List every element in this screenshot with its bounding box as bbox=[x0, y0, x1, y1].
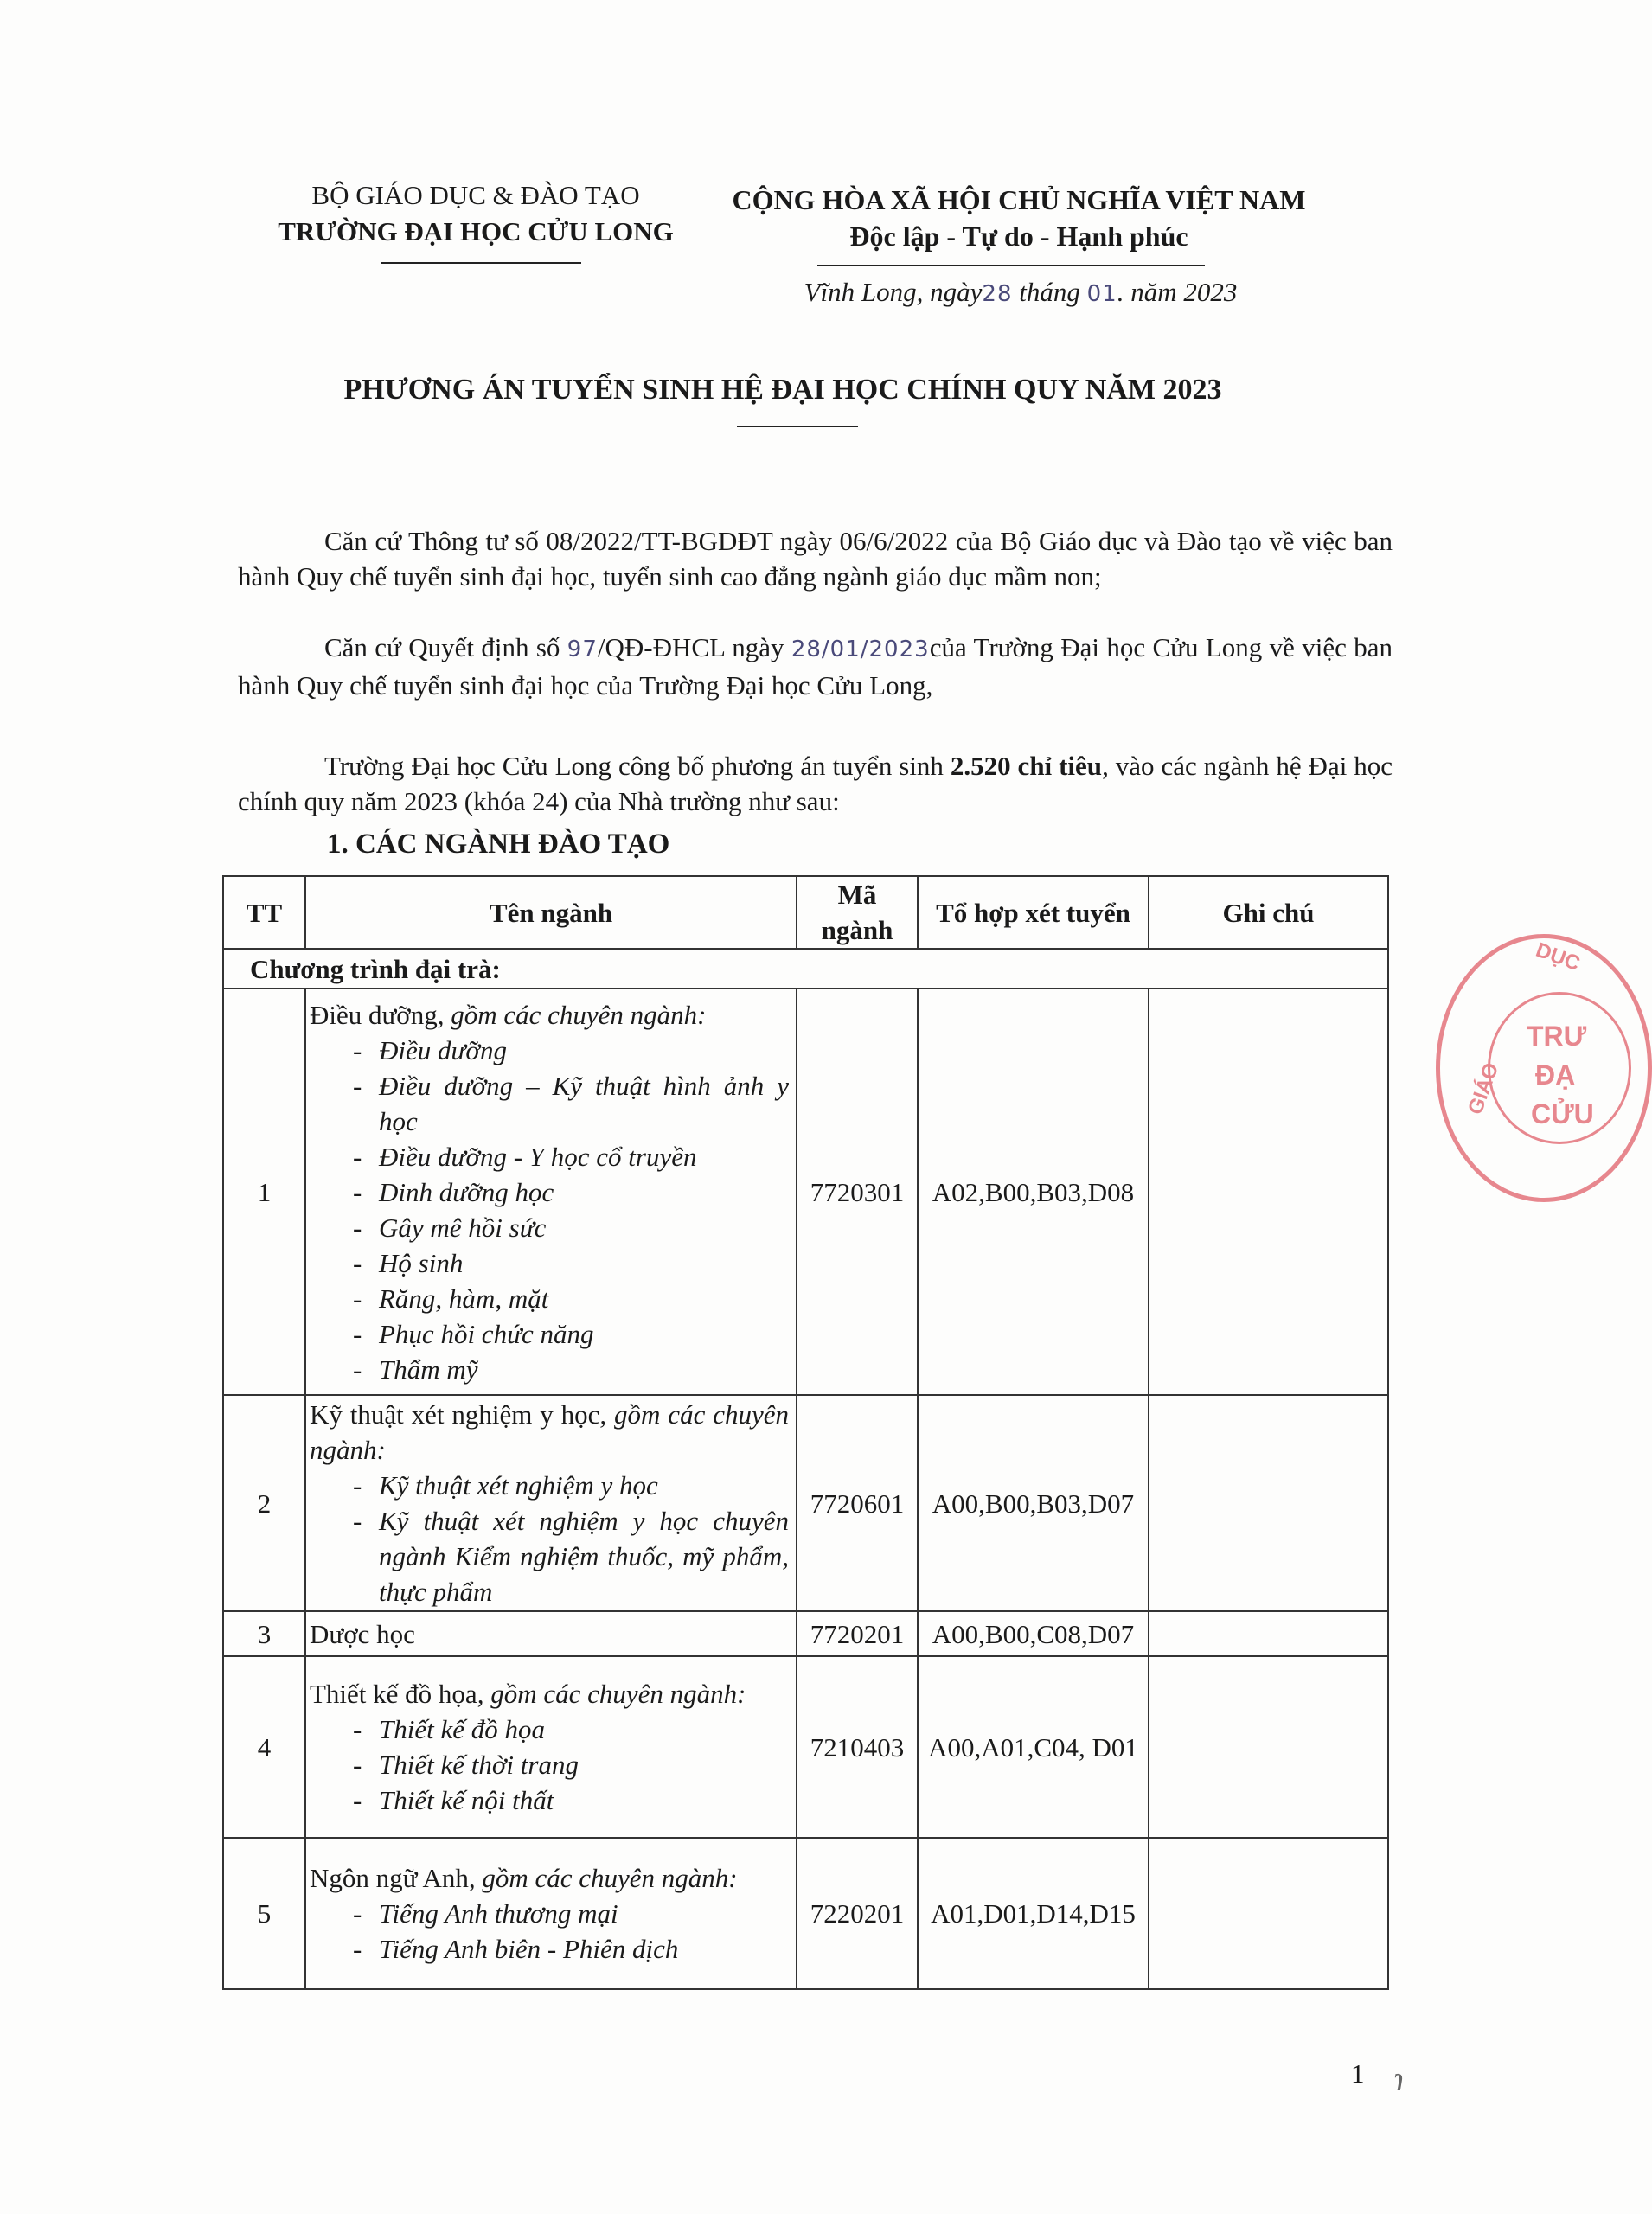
specialization-item: - Hộ sinh bbox=[353, 1245, 789, 1281]
specialization-item: - Điều dưỡng bbox=[353, 1033, 789, 1068]
specialization-list bbox=[310, 1468, 789, 1609]
stamp-text-2: DỤC bbox=[1533, 937, 1584, 976]
decision-number-handwritten: 97 bbox=[567, 637, 598, 662]
date-day-handwritten: 28 bbox=[982, 281, 1013, 307]
stamp-text-1: GIÁO bbox=[1463, 1059, 1504, 1118]
major-name: Kỹ thuật xét nghiệm y học bbox=[310, 1399, 600, 1430]
row-tt: 5 bbox=[223, 1838, 305, 1989]
specialization-item: - Phục hồi chức năng bbox=[353, 1316, 789, 1352]
row-combination: A01,D01,D14,D15 bbox=[918, 1838, 1149, 1989]
specialization-item: - Kỹ thuật xét nghiệm y học chuyên ngành Kiểm nghiệm thuốc, mỹ phẩm, thực phẩm bbox=[353, 1503, 789, 1609]
group-row bbox=[223, 949, 1388, 989]
specialization-item: - Tiếng Anh biên - Phiên dịch bbox=[353, 1931, 789, 1967]
major-intro: , gồm các chuyên ngành: bbox=[468, 1863, 738, 1893]
table-row bbox=[223, 1656, 1388, 1838]
specialization-item: - Thẩm mỹ bbox=[353, 1352, 789, 1387]
date-month-handwritten: 01 bbox=[1086, 281, 1117, 307]
majors-table bbox=[222, 875, 1389, 1990]
header-left-underline bbox=[381, 262, 581, 264]
row-major-code: 7720301 bbox=[797, 989, 918, 1395]
section-title: 1. CÁC NGÀNH ĐÀO TẠO bbox=[327, 829, 670, 860]
major-name: Thiết kế đồ họa bbox=[310, 1679, 477, 1709]
header-major-name: Tên ngành bbox=[305, 876, 797, 949]
row-major-name bbox=[305, 989, 797, 1395]
row-combination: A02,B00,B03,D08 bbox=[918, 989, 1149, 1395]
specialization-item: - Kỹ thuật xét nghiệm y học bbox=[353, 1468, 789, 1503]
row-combination: A00,B00,C08,D07 bbox=[918, 1611, 1149, 1656]
row-note bbox=[1149, 1611, 1388, 1656]
specialization-item: - Thiết kế nội thất bbox=[353, 1782, 789, 1818]
table-row bbox=[223, 1395, 1388, 1611]
major-intro: , gồm các chuyên ngành: bbox=[437, 999, 707, 1030]
table-body bbox=[223, 949, 1388, 1989]
decision-date-handwritten: 28/01/2023 bbox=[791, 637, 930, 662]
row-major-name bbox=[305, 1656, 797, 1838]
header-combination: Tổ hợp xét tuyển bbox=[918, 876, 1149, 949]
table-row bbox=[223, 989, 1388, 1395]
quota-total: 2.520 chỉ tiêu bbox=[950, 751, 1103, 781]
document-title: PHƯƠNG ÁN TUYỂN SINH HỆ ĐẠI HỌC CHÍNH QUY NĂM 2023 bbox=[343, 374, 1222, 406]
row-major-name bbox=[305, 1611, 797, 1656]
stamp-text-5: CỬU bbox=[1531, 1098, 1594, 1129]
table-row bbox=[223, 1611, 1388, 1656]
specialization-item: - Tiếng Anh thương mại bbox=[353, 1896, 789, 1931]
specialization-item: - Thiết kế đồ họa bbox=[353, 1712, 789, 1747]
republic-name: CỘNG HÒA XÃ HỘI CHỦ NGHĨA VIỆT NAM bbox=[732, 184, 1306, 215]
paragraph-legal-basis-2: Căn cứ Quyết định số 97/QĐ-ĐHCL ngày 28/01/2023của Trường Đại học Cửu Long về việc ban hành Quy chế tuyển sinh đại học của Trường Đại học Cửu Long, bbox=[238, 632, 1393, 701]
major-name: Ngôn ngữ Anh bbox=[310, 1863, 469, 1893]
school-name: TRƯỜNG ĐẠI HỌC CỬU LONG bbox=[278, 216, 674, 246]
specialization-item: - Điều dưỡng - Y học cổ truyền bbox=[353, 1139, 789, 1174]
header-note: Ghi chú bbox=[1149, 876, 1388, 949]
row-tt: 2 bbox=[223, 1395, 305, 1611]
specialization-list bbox=[310, 1712, 789, 1818]
row-note bbox=[1149, 1395, 1388, 1611]
row-major-name bbox=[305, 1395, 797, 1611]
red-stamp bbox=[1436, 934, 1652, 1202]
table-header-row bbox=[223, 876, 1388, 949]
row-combination: A00,B00,B03,D07 bbox=[918, 1395, 1149, 1611]
row-note bbox=[1149, 1656, 1388, 1838]
stamp-text-3: TRƯ bbox=[1527, 1021, 1587, 1052]
row-tt: 3 bbox=[223, 1611, 305, 1656]
specialization-item: - Điều dưỡng – Kỹ thuật hình ảnh y học bbox=[353, 1068, 789, 1139]
row-major-code: 7720201 bbox=[797, 1611, 918, 1656]
major-intro: , gồm các chuyên ngành: bbox=[310, 1399, 789, 1465]
header-tt: TT bbox=[223, 876, 305, 949]
row-note bbox=[1149, 1838, 1388, 1989]
specialization-list bbox=[310, 1033, 789, 1387]
row-tt: 1 bbox=[223, 989, 305, 1395]
specialization-list bbox=[310, 1896, 789, 1967]
header-right bbox=[699, 182, 1339, 254]
title-underline bbox=[737, 426, 858, 427]
motto: Độc lập - Tự do - Hạnh phúc bbox=[849, 221, 1188, 252]
document-date: Vĩnh Long, ngày28 tháng 01. năm 2023 bbox=[804, 277, 1238, 307]
motto-underline bbox=[817, 265, 1205, 266]
page-number: 1 bbox=[1351, 2058, 1365, 2089]
row-major-code: 7720601 bbox=[797, 1395, 918, 1611]
row-note bbox=[1149, 989, 1388, 1395]
initials-mark: ɿ bbox=[1393, 2059, 1405, 2098]
paragraph-announcement: Trường Đại học Cửu Long công bố phương án tuyển sinh 2.520 chỉ tiêu, vào các ngành hệ Đại học chính quy năm 2023 (khóa 24) của Nhà trường như sau: bbox=[238, 751, 1393, 816]
specialization-item: - Dinh dưỡng học bbox=[353, 1174, 789, 1210]
major-intro: , gồm các chuyên ngành: bbox=[477, 1679, 746, 1709]
specialization-item: - Thiết kế thời trang bbox=[353, 1747, 789, 1782]
row-combination: A00,A01,C04, D01 bbox=[918, 1656, 1149, 1838]
group-label: Chương trình đại trà: bbox=[223, 949, 1388, 989]
paragraph-legal-basis-1: Căn cứ Thông tư số 08/2022/TT-BGDĐT ngày 06/6/2022 của Bộ Giáo dục và Đào tạo về việc ban hành Quy chế tuyển sinh đại học, tuyển sinh cao đẳng ngành giáo dục mầm non; bbox=[238, 526, 1393, 592]
row-major-code: 7210403 bbox=[797, 1656, 918, 1838]
table-row bbox=[223, 1838, 1388, 1989]
ministry-name: BỘ GIÁO DỤC & ĐÀO TẠO bbox=[311, 180, 640, 210]
row-tt: 4 bbox=[223, 1656, 305, 1838]
specialization-item: - Răng, hàm, mặt bbox=[353, 1281, 789, 1316]
header-major-code: Mã ngành bbox=[797, 876, 918, 949]
major-name: Điều dưỡng bbox=[310, 999, 438, 1030]
stamp-text-4: ĐẠ bbox=[1535, 1059, 1576, 1091]
row-major-code: 7220201 bbox=[797, 1838, 918, 1989]
major-name: Dược học bbox=[310, 1618, 415, 1649]
header-left bbox=[251, 177, 701, 250]
row-major-name bbox=[305, 1838, 797, 1989]
specialization-item: - Gây mê hồi sức bbox=[353, 1210, 789, 1245]
